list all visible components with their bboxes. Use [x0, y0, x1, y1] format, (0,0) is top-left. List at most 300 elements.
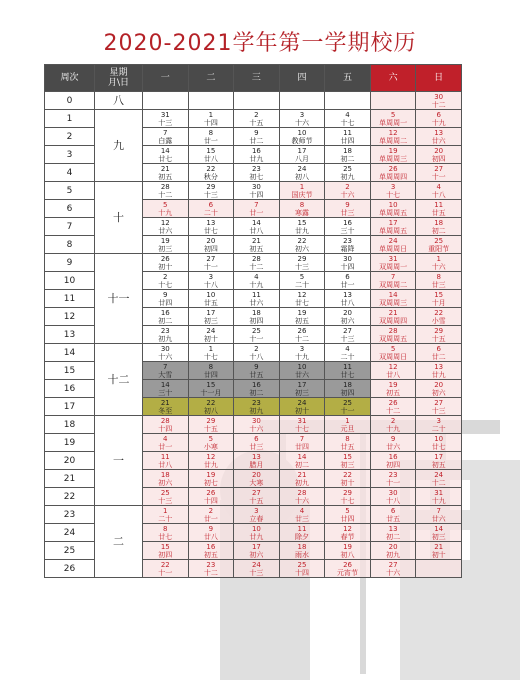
- day-lunar: 十一: [249, 334, 264, 343]
- day-number: 9: [208, 524, 214, 533]
- day-cell: [234, 560, 280, 578]
- day-number: 19: [388, 146, 398, 155]
- day-number: 6: [254, 434, 259, 443]
- day-lunar: 十六: [386, 568, 401, 577]
- day-lunar: 十八: [386, 496, 401, 505]
- day-lunar: 单周周一: [379, 118, 408, 127]
- day-number: 16: [206, 542, 216, 551]
- day-cell: [234, 434, 280, 452]
- day-cell: [234, 182, 280, 200]
- day-lunar: 十五: [249, 496, 264, 505]
- day-lunar: 十九: [294, 352, 309, 361]
- day-number: 8: [208, 362, 214, 371]
- day-lunar: 廿五: [249, 370, 264, 379]
- day-cell: [370, 92, 416, 110]
- day-cell: [279, 344, 325, 362]
- day-cell: [279, 560, 325, 578]
- day-cell: [188, 542, 234, 560]
- school-calendar-table: [44, 64, 462, 578]
- day-cell: [370, 110, 416, 128]
- day-number: 23: [206, 560, 216, 569]
- day-lunar: 十六: [249, 424, 264, 433]
- day-cell: [370, 524, 416, 542]
- day-cell: [370, 506, 416, 524]
- day-number: 4: [345, 110, 350, 119]
- week-number: 10: [45, 272, 95, 290]
- day-number: 26: [343, 560, 352, 569]
- day-cell: [234, 380, 280, 398]
- day-cell: [143, 236, 189, 254]
- day-number: 27: [388, 560, 398, 569]
- day-lunar: 廿八: [158, 460, 173, 469]
- day-lunar: 廿四: [340, 514, 355, 523]
- day-lunar: 十四: [203, 118, 218, 127]
- day-number: 5: [345, 506, 350, 515]
- day-cell: [416, 506, 462, 524]
- day-number: 20: [434, 380, 444, 389]
- day-number: 4: [163, 434, 168, 443]
- day-cell: [279, 128, 325, 146]
- day-number: 8: [299, 200, 305, 209]
- day-lunar: 初四: [386, 460, 401, 469]
- day-cell: [325, 398, 371, 416]
- day-cell: [188, 488, 234, 506]
- day-number: 18: [297, 542, 307, 551]
- day-lunar: 廿六: [431, 514, 446, 523]
- week-number: 6: [45, 200, 95, 218]
- day-cell: [279, 506, 325, 524]
- week-row: [45, 506, 462, 524]
- day-cell: [279, 290, 325, 308]
- week-row: [45, 254, 462, 272]
- day-number: 27: [251, 488, 261, 497]
- day-number: 7: [436, 506, 441, 515]
- day-number: 31: [160, 110, 170, 119]
- day-number: 12: [206, 452, 216, 461]
- day-cell: [143, 182, 189, 200]
- day-lunar: 廿七: [294, 298, 309, 307]
- day-number: 16: [343, 218, 352, 227]
- month-label: 十: [95, 182, 143, 254]
- day-number: 3: [299, 110, 305, 119]
- day-cell: [279, 542, 325, 560]
- day-lunar: 十九: [431, 118, 446, 127]
- day-lunar: 春节: [340, 532, 355, 541]
- day-cell: [370, 128, 416, 146]
- day-number: 22: [297, 236, 307, 245]
- week-number: 9: [45, 254, 95, 272]
- week-number: 8: [45, 236, 95, 254]
- day-cell: [143, 92, 189, 110]
- day-number: 2: [254, 110, 259, 119]
- day-lunar: 双周周四: [379, 316, 408, 325]
- day-number: 25: [434, 236, 444, 245]
- day-number: 22: [206, 164, 216, 173]
- day-cell: [234, 254, 280, 272]
- day-cell: [279, 254, 325, 272]
- day-lunar: 初五: [203, 550, 218, 559]
- day-cell: [188, 398, 234, 416]
- day-number: 6: [345, 272, 350, 281]
- day-lunar: 廿四: [340, 136, 355, 145]
- day-number: 30: [251, 182, 261, 191]
- day-lunar: 十二: [158, 190, 173, 199]
- day-number: 12: [388, 128, 398, 137]
- day-cell: [143, 146, 189, 164]
- week-number: 4: [45, 164, 95, 182]
- day-cell: [279, 398, 325, 416]
- day-lunar: 初九: [249, 406, 264, 415]
- day-cell: [416, 146, 462, 164]
- day-cell: [325, 128, 371, 146]
- day-lunar: 双周周二: [379, 280, 408, 289]
- week-number: 22: [45, 488, 95, 506]
- day-lunar: 初四: [158, 550, 173, 559]
- day-lunar: 初二: [158, 316, 173, 325]
- day-number: 8: [208, 128, 214, 137]
- day-number: 5: [390, 344, 396, 353]
- day-lunar: 十六: [340, 190, 355, 199]
- day-lunar: 廿五: [386, 514, 401, 523]
- day-cell: [279, 110, 325, 128]
- day-lunar: 初六: [294, 244, 309, 253]
- day-number: 31: [297, 416, 307, 425]
- day-number: 30: [160, 344, 170, 353]
- day-lunar: 廿四: [294, 442, 309, 451]
- day-number: 26: [388, 398, 398, 407]
- week-row: [45, 92, 462, 110]
- day-number: 18: [434, 218, 444, 227]
- day-cell: [143, 452, 189, 470]
- day-number: 29: [206, 416, 216, 425]
- day-lunar: 初四: [203, 244, 218, 253]
- day-lunar: 廿七: [340, 370, 355, 379]
- day-number: 13: [343, 290, 352, 299]
- day-cell: [370, 182, 416, 200]
- day-number: 13: [388, 524, 398, 533]
- day-number: 17: [297, 146, 307, 155]
- day-number: 11: [343, 362, 352, 371]
- day-lunar: 初十: [340, 478, 355, 487]
- day-header-5: 六: [370, 65, 416, 92]
- day-number: 11: [297, 524, 307, 533]
- day-cell: [416, 182, 462, 200]
- day-cell: [279, 488, 325, 506]
- day-cell: [188, 452, 234, 470]
- day-header-4: 五: [325, 65, 371, 92]
- day-number: 1: [208, 110, 214, 119]
- day-lunar: 除夕: [294, 532, 309, 541]
- week-number: 24: [45, 524, 95, 542]
- day-lunar: 廿七: [203, 226, 218, 235]
- day-cell: [188, 128, 234, 146]
- day-number: 17: [388, 218, 398, 227]
- day-cell: [143, 398, 189, 416]
- day-number: 15: [206, 146, 216, 155]
- day-number: 14: [160, 380, 170, 389]
- day-lunar: 初九: [340, 172, 355, 181]
- day-lunar: 三十: [158, 388, 173, 397]
- week-number: 23: [45, 506, 95, 524]
- day-cell: [325, 434, 371, 452]
- day-number: 9: [254, 128, 259, 137]
- day-lunar: 单周周五: [379, 226, 408, 235]
- day-lunar: 初四: [249, 316, 264, 325]
- day-lunar: 廿五: [340, 442, 355, 451]
- day-lunar: 大寒: [249, 478, 264, 487]
- day-lunar: 初二: [340, 154, 355, 163]
- day-number: 4: [436, 182, 441, 191]
- day-lunar: 初六: [249, 550, 264, 559]
- day-cell: [143, 218, 189, 236]
- day-cell: [143, 128, 189, 146]
- day-lunar: 腊月: [249, 460, 264, 469]
- day-lunar: 十二: [294, 334, 309, 343]
- day-lunar: 十九: [386, 424, 401, 433]
- day-cell: [416, 362, 462, 380]
- day-lunar: 十九: [431, 496, 446, 505]
- day-number: 10: [297, 128, 307, 137]
- day-lunar: 廿四: [203, 370, 218, 379]
- day-lunar: 初三: [340, 460, 355, 469]
- day-number: 30: [343, 254, 352, 263]
- day-number: 5: [299, 272, 305, 281]
- day-cell: [188, 362, 234, 380]
- day-number: 14: [297, 452, 307, 461]
- day-lunar: 十二: [249, 262, 264, 271]
- day-cell: [143, 380, 189, 398]
- day-number: 8: [163, 524, 168, 533]
- day-lunar: 初十: [203, 334, 218, 343]
- day-lunar: 元宵节: [337, 568, 359, 577]
- day-number: 25: [343, 164, 352, 173]
- day-lunar: 初九: [158, 334, 173, 343]
- day-lunar: 大雪: [158, 370, 173, 379]
- day-lunar: 十一月: [200, 388, 222, 397]
- day-cell: [416, 254, 462, 272]
- day-lunar: 廿六: [431, 136, 446, 145]
- day-number: 19: [297, 308, 307, 317]
- day-lunar: 寒露: [294, 208, 309, 217]
- day-cell: [370, 146, 416, 164]
- day-cell: [416, 470, 462, 488]
- day-number: 21: [388, 308, 398, 317]
- day-lunar: 单周周二: [379, 136, 408, 145]
- day-cell: [234, 398, 280, 416]
- day-lunar: 初三: [203, 316, 218, 325]
- day-lunar: 十三: [158, 118, 173, 127]
- week-number: 15: [45, 362, 95, 380]
- day-cell: [416, 308, 462, 326]
- day-cell: [188, 200, 234, 218]
- day-cell: [279, 362, 325, 380]
- day-number: 2: [390, 416, 396, 425]
- day-cell: [188, 470, 234, 488]
- day-number: 12: [388, 362, 398, 371]
- day-lunar: 十一: [431, 172, 446, 181]
- day-cell: [416, 560, 462, 578]
- day-number: 22: [206, 398, 216, 407]
- day-cell: [234, 542, 280, 560]
- day-cell: [325, 380, 371, 398]
- day-lunar: 初六: [158, 478, 173, 487]
- day-number: 25: [297, 560, 307, 569]
- day-lunar: 初十: [294, 406, 309, 415]
- week-row: [45, 182, 462, 200]
- day-cell: [188, 218, 234, 236]
- day-cell: [188, 506, 234, 524]
- day-lunar: 单周周日: [379, 244, 408, 253]
- week-number: 2: [45, 128, 95, 146]
- day-cell: [188, 254, 234, 272]
- day-number: 1: [163, 506, 168, 515]
- day-cell: [416, 524, 462, 542]
- day-lunar: 初八: [294, 172, 309, 181]
- day-number: 9: [254, 362, 259, 371]
- day-lunar: 立春: [249, 514, 264, 523]
- day-lunar: 十四: [249, 190, 264, 199]
- day-number: 20: [434, 146, 444, 155]
- day-cell: [234, 200, 280, 218]
- day-cell: [370, 290, 416, 308]
- day-lunar: 初三: [431, 532, 446, 541]
- day-number: 4: [345, 344, 350, 353]
- day-number: 10: [388, 200, 398, 209]
- day-lunar: 初八: [203, 406, 218, 415]
- day-cell: [234, 236, 280, 254]
- day-lunar: 二十: [158, 514, 173, 523]
- day-cell: [325, 452, 371, 470]
- week-number: 7: [45, 218, 95, 236]
- day-lunar: 二十: [294, 280, 309, 289]
- week-number: 20: [45, 452, 95, 470]
- day-lunar: 十七: [340, 118, 355, 127]
- day-number: 13: [434, 362, 444, 371]
- day-number: 14: [160, 146, 170, 155]
- day-number: 10: [434, 434, 444, 443]
- day-lunar: 单周周四: [379, 172, 408, 181]
- day-lunar: 廿三: [249, 442, 264, 451]
- day-cell: [234, 416, 280, 434]
- day-cell: [279, 308, 325, 326]
- day-cell: [143, 110, 189, 128]
- day-cell: [279, 272, 325, 290]
- day-lunar: 小寒: [203, 442, 218, 451]
- day-cell: [370, 542, 416, 560]
- page-title: 2020-2021学年第一学期校历: [103, 31, 417, 56]
- week-row: [45, 416, 462, 434]
- day-lunar: 十四: [294, 568, 309, 577]
- day-lunar: 双周周一: [379, 262, 408, 271]
- day-lunar: 十二: [431, 100, 446, 109]
- day-lunar: 廿九: [249, 154, 264, 163]
- month-label: 一: [95, 416, 143, 506]
- day-cell: [143, 488, 189, 506]
- day-number: 1: [208, 344, 214, 353]
- day-lunar: 十六: [431, 262, 446, 271]
- day-cell: [325, 200, 371, 218]
- day-cell: [370, 272, 416, 290]
- day-cell: [416, 488, 462, 506]
- day-number: 10: [297, 362, 307, 371]
- day-lunar: 十八: [249, 352, 264, 361]
- day-number: 27: [434, 398, 444, 407]
- day-number: 18: [160, 470, 170, 479]
- day-number: 27: [343, 326, 352, 335]
- day-cell: [325, 326, 371, 344]
- day-cell: [325, 182, 371, 200]
- day-lunar: 十一: [158, 568, 173, 577]
- day-header-0: 一: [143, 65, 189, 92]
- day-cell: [234, 452, 280, 470]
- day-number: 16: [160, 308, 170, 317]
- day-lunar: 十四: [158, 424, 173, 433]
- day-lunar: 十二: [386, 406, 401, 415]
- day-cell: [325, 110, 371, 128]
- day-lunar: 廿一: [249, 208, 264, 217]
- day-number: 31: [388, 254, 398, 263]
- week-number: 25: [45, 542, 95, 560]
- day-cell: [234, 506, 280, 524]
- day-cell: [234, 164, 280, 182]
- day-number: 3: [299, 344, 305, 353]
- day-cell: [234, 290, 280, 308]
- day-cell: [416, 128, 462, 146]
- day-cell: [234, 218, 280, 236]
- day-lunar: 廿六: [386, 442, 401, 451]
- day-number: 1: [299, 182, 305, 191]
- day-lunar: 十八: [431, 190, 446, 199]
- day-number: 27: [434, 164, 444, 173]
- day-number: 15: [297, 218, 307, 227]
- day-cell: [143, 416, 189, 434]
- day-lunar: 十一: [386, 478, 401, 487]
- day-number: 20: [206, 236, 216, 245]
- day-number: 26: [388, 164, 398, 173]
- day-cell: [370, 164, 416, 182]
- day-cell: [188, 272, 234, 290]
- day-lunar: 初二: [386, 532, 401, 541]
- day-lunar: 双周周日: [379, 352, 408, 361]
- day-cell: [370, 200, 416, 218]
- day-number: 30: [434, 92, 444, 101]
- day-number: 24: [388, 236, 398, 245]
- day-number: 17: [297, 380, 307, 389]
- day-number: 11: [160, 452, 170, 461]
- day-lunar: 元旦: [340, 424, 355, 433]
- day-cell: [325, 308, 371, 326]
- day-cell: [325, 506, 371, 524]
- day-number: 22: [434, 308, 444, 317]
- day-cell: [325, 92, 371, 110]
- day-number: 25: [160, 488, 170, 497]
- week-number: 14: [45, 344, 95, 362]
- day-number: 27: [206, 254, 216, 263]
- day-cell: [325, 488, 371, 506]
- day-cell: [325, 164, 371, 182]
- day-lunar: 廿二: [249, 136, 264, 145]
- day-number: 2: [254, 344, 259, 353]
- day-number: 13: [434, 128, 444, 137]
- week-number: 3: [45, 146, 95, 164]
- month-label: 十二: [95, 344, 143, 416]
- day-lunar: 教师节: [291, 136, 313, 145]
- day-cell: [188, 290, 234, 308]
- day-number: 12: [297, 290, 307, 299]
- day-cell: [143, 542, 189, 560]
- day-cell: [370, 362, 416, 380]
- day-cell: [325, 290, 371, 308]
